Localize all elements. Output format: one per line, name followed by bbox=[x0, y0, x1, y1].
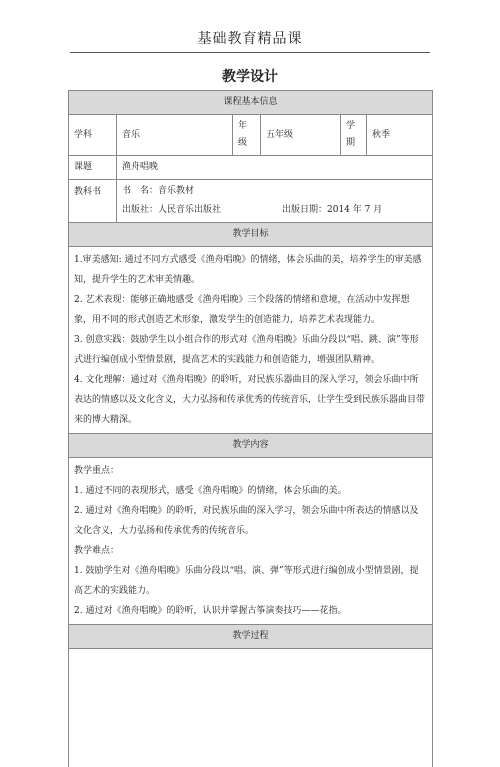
section-header-goals: 教学目标 bbox=[69, 223, 433, 247]
lesson-design-table bbox=[68, 90, 433, 767]
topic-value: 渔舟唱晚 bbox=[117, 156, 433, 180]
topic-label: 课题 bbox=[69, 156, 117, 180]
textbook-name: 书 名：音乐教材 bbox=[122, 182, 427, 201]
textbook-publish-date: 出版日期：2014 年 7 月 bbox=[282, 201, 382, 220]
content-cell bbox=[69, 458, 433, 625]
goal-item: 2. 艺术表现：能够正确地感受《渔舟唱晚》三个段落的情绪和意境，在活动中发挥想象，用不同的形式创造艺术形象，激发学生的创造能力，培养艺术表现能力。 bbox=[74, 290, 427, 330]
section-header-basic-info: 课程基本信息 bbox=[69, 91, 433, 115]
key-point-item: 1. 通过不同的表现形式，感受《渔舟唱晚》的情绪，体会乐曲的美。 bbox=[74, 481, 427, 501]
section-header-process: 教学过程 bbox=[69, 625, 433, 649]
goal-item: 4. 文化理解：通过对《渔舟唱晚》的聆听，对民族乐器曲目的深入学习，领会乐曲中所表达的情感以及文化含义，大力弘扬和传承优秀的传统音乐，让学生受到民族乐器曲目带来的博大精深。 bbox=[74, 370, 427, 430]
textbook-publish-row bbox=[122, 201, 427, 220]
term-value: 秋季 bbox=[367, 115, 433, 156]
subject-label: 学科 bbox=[69, 115, 117, 156]
difficult-points-label: 教学难点： bbox=[74, 541, 427, 561]
difficult-point-item: 2. 通过对《渔舟唱晚》的聆听，认识并掌握古筝演奏技巧——花指。 bbox=[74, 601, 427, 621]
goals-cell bbox=[69, 247, 433, 434]
goal-item: 1.审美感知: 通过不同方式感受《渔舟唱晚》的情绪，体会乐曲的美，培养学生的审美感知，提升学生的艺术审美情趣。 bbox=[74, 250, 427, 290]
header-divider bbox=[70, 52, 430, 53]
term-label: 学期 bbox=[341, 115, 367, 156]
key-points-label: 教学重点： bbox=[74, 461, 427, 481]
subject-value: 音乐 bbox=[117, 115, 233, 156]
grade-label: 年级 bbox=[233, 115, 261, 156]
goal-item: 3. 创意实践：鼓励学生以小组合作的形式对《渔舟唱晚》乐曲分段以“唱、跳、演”等形式进行编创成小型情景剧，提高艺术的实践能力和创造能力，增强团队精神。 bbox=[74, 330, 427, 370]
grade-value: 五年级 bbox=[261, 115, 341, 156]
process-cell bbox=[69, 649, 433, 767]
textbook-label: 教科书 bbox=[69, 180, 117, 223]
page-header-title: 基础教育精品课 bbox=[0, 28, 500, 48]
textbook-publisher: 出版社：人民音乐出版社 bbox=[122, 201, 282, 220]
document-title: 教学设计 bbox=[0, 66, 500, 86]
section-header-content: 教学内容 bbox=[69, 434, 433, 458]
textbook-info bbox=[117, 180, 433, 223]
difficult-point-item: 1. 鼓励学生对《渔舟唱晚》乐曲分段以“唱、演、弹”等形式进行编创成小型情景剧，提高艺术的实践能力。 bbox=[74, 561, 427, 601]
key-point-item: 2. 通过对《渔舟唱晚》的聆听，对民族乐曲的深入学习，领会乐曲中所表达的情感以及文化含义，大力弘扬和传承优秀的传统音乐。 bbox=[74, 501, 427, 541]
